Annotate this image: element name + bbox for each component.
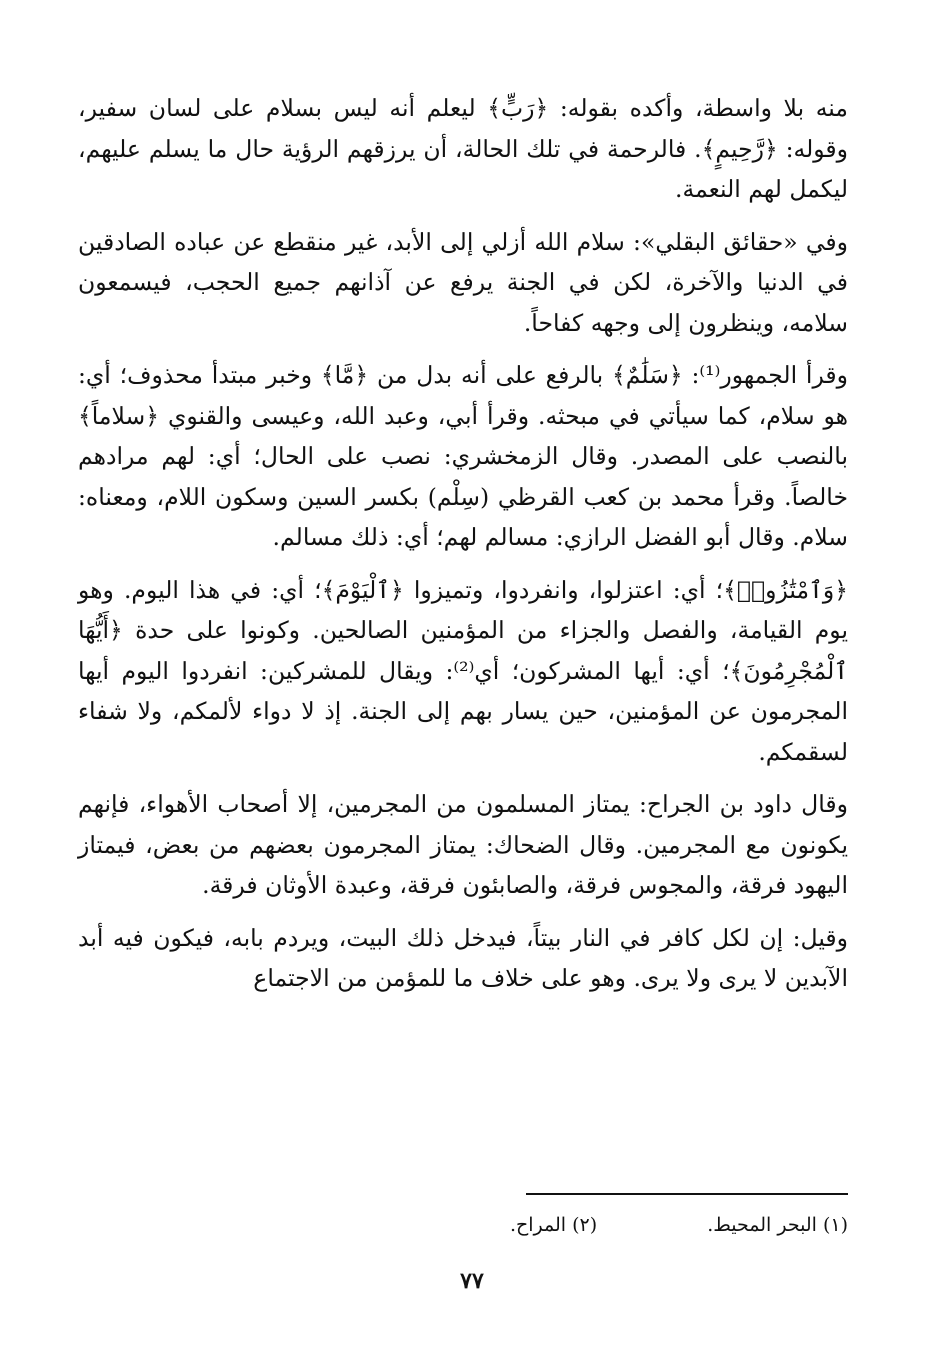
page-number: ٧٧ [460,1268,484,1294]
footnote-1: (١) البحر المحيط. [707,1214,848,1236]
paragraph-6: وقيل: إن لكل كافر في النار بيتاً، فيدخل ذلك البيت، ويردم بابه، فيكون فيه أبد الآبدين لا يرى ولا يرى. وهو على خلاف ما للمؤمن من الاجتماع [78,923,848,992]
paragraph-5: وقال داود بن الجراح: يمتاز المسلمون من المجرمين، إلا أصحاب الأهواء، فإنهم يكونون مع المجرمين. وقال الضحاك: يمتاز المجرمون بعضهم من بعض، فيمتاز اليهود فرقة، والمجوس فرقة، والصابئون فرقة، وعبدة الأوثان فرقة. [78,790,848,899]
footnotes [288,1210,848,1240]
paragraph-4: ﴿وَٱمْتَٰزُوا۟﴾؛ أي: اعتزلوا، وانفردوا، وتميزوا ﴿ٱلْيَوْمَ﴾؛ أي: في هذا اليوم. وهو يوم القيامة، والفصل والجزاء من المؤمنين الصالحين. وكونوا على حدة ﴿أَيُّهَا ٱلْمُجْرِمُونَ﴾؛ أي: أيها المشركون؛ أي⁽²⁾: ويقال للمشركين: انفردوا اليوم أيها المجرمون عن المؤمنين، حين يسار بهم إلى الجنة. إذ لا دواء لألمكم، ولا شفاء لسقمكم. [78,575,848,766]
paragraph-3: وقرأ الجمهور⁽¹⁾: ﴿سَلَٰمٌ﴾ بالرفع على أنه بدل من ﴿مَّا﴾ وخبر مبتدأ محذوف؛ أي: هو سلام، كما سيأتي في مبحثه. وقرأ أبي، وعبد الله، وعيسى والقنوي ﴿سلاماً﴾ بالنصب على المصدر. وقال الزمخشري: نصب على الحال؛ أي: لهم مرادهم خالصاً. وقرأ محمد بن كعب القرظي (سِلْم) بكسر السين وسكون اللام، ومعناه: سلام. وقال أبو الفضل الرازي: مسالم لهم؛ أي: ذلك مسالم. [78,361,848,551]
paragraph-2: وفي «حقائق البقلي»: سلام الله أزلي إلى الأبد، غير منقطع عن عباده الصادقين في الدنيا والآخرة، لكن في الجنة يرفع عن آذانهم جميع الحجب، فيسمعون سلامه، وينظرون إلى وجهه كفاحاً. [78,227,848,337]
footnote-divider [526,1193,848,1195]
paragraph-1: منه بلا واسطة، وأكده بقوله: ﴿رَبٍّ﴾ ليعلم أنه ليس بسلام على لسان سفير، وقوله: ﴿رَّحِيمٍ﴾. فالرحمة في تلك الحالة، أن يرزقهم الرؤية حال ما يسلم عليهم، ليكمل لهم النعمة. [78,94,848,203]
page-body [78,88,848,1011]
footnote-2: (٢) المراح. [509,1214,598,1236]
